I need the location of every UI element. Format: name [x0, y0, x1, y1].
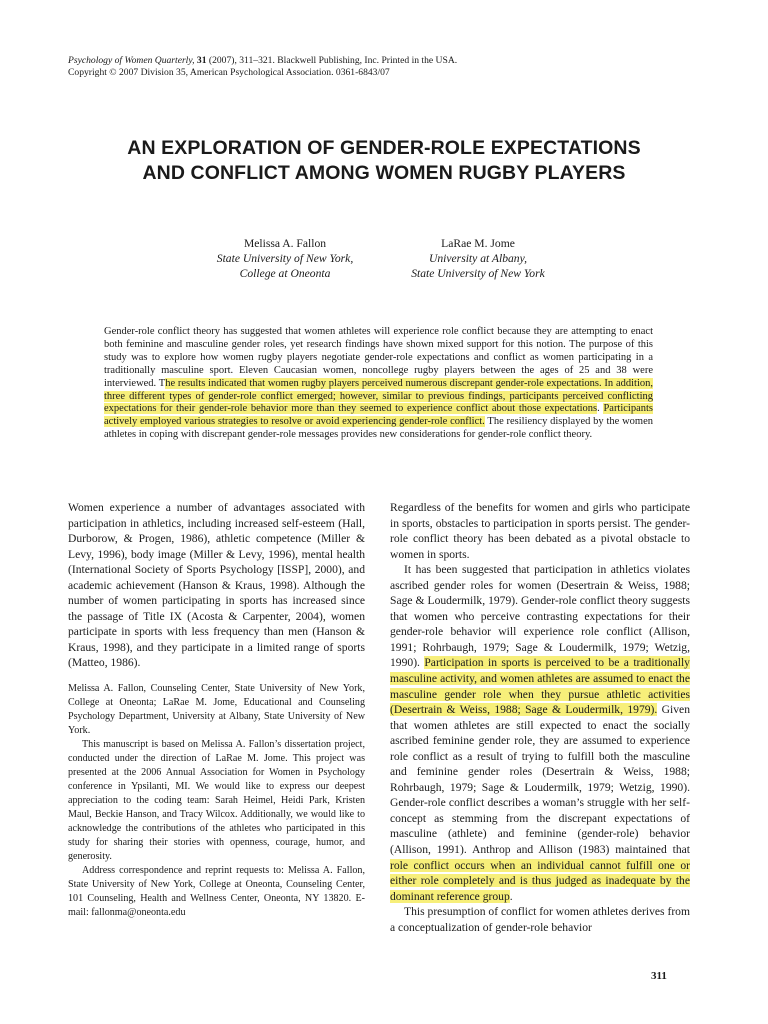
author-affiliation: State University of New York, — [216, 252, 354, 265]
body-text: It has been suggested that participation in athletics violates ascribed gender roles for women (Desertrain & Weiss, 1988; Sage & Loudermilk, 1979). Gender-role conflict theory suggests that women who perceive contrasting expectations for their gender-role behavior will experience role conflict (Allison, 1991; Rohrbaugh, 1979; Sage & Loudermilk, 1979; Wetzig, 1990). — [390, 563, 690, 670]
left-column — [68, 500, 365, 671]
author-name: Melissa A. Fallon — [243, 237, 327, 250]
body-text: . — [509, 889, 513, 903]
abstract — [104, 326, 653, 442]
abstract-highlight: he results indicated that women rugby players perceived numerous discrepant gender-role expectations. In addition, three different types of gender-role conflict emerged; however, similar to previous findings, participants perceived conflicting expectations for their gender-role behavior more than they seemed to experience conflict about those expectations — [104, 377, 653, 415]
author-affiliation: University at Albany, — [429, 252, 527, 265]
article-title — [60, 136, 708, 186]
title-line-2: AND CONFLICT AMONG WOMEN RUGBY PLAYERS — [142, 162, 626, 184]
abstract-highlight: Participants actively employed various strategies to resolve or avoid experiencing gender-role conflict. — [104, 403, 654, 428]
footnote-correspondence: Address correspondence and reprint requests to: Melissa A. Fallon, State University of New York, College at Oneonta, Counseling Center, 101 Counseling, Health and Wellness Center, Oneonta, NY 13820. E-mail: fallonma@oneonta.edu — [68, 865, 365, 918]
abstract-text: Gender-role conflict theory has suggested that women athletes will experience role conflict because they are attempting to enact both feminine and masculine gender roles, yet research findings have shown mixed support for this notion. The purpose of this study was to explore how women rugby players negotiate gender-role expectations and conflict as women participating in a traditionally masculine sport. Eleven Caucasian women, noncollege rugby players between the ages of 25 and 38 were interviewed. T — [104, 326, 653, 389]
title-line-1: AN EXPLORATION OF GENDER-ROLE EXPECTATIONS — [127, 137, 641, 159]
body-paragraph: Regardless of the benefits for women and girls who participate in sports, obstacles to participation in sports persist. The gender-role conflict theory has been debated as a pivotal obstacle to women in sports. — [390, 501, 690, 561]
body-paragraph — [390, 562, 690, 904]
author-footnote — [68, 682, 365, 920]
author-name: LaRae M. Jome — [441, 237, 515, 250]
journal-copyright: Copyright © 2007 Division 35, American Psychological Association. 0361-6843/07 — [68, 67, 390, 78]
right-column — [390, 500, 690, 935]
body-paragraph: Women experience a number of advantages associated with participation in athletics, including increased self-esteem (Hall, Durborow, & Progen, 1986), athletic competence (Miller & Levy, 1996), body image (Miller & Levy, 1996), mental health (International Society of Sports Psychology [ISSP], 2000), and academic achievement (Hanson & Kraus, 1998). Although the number of women participating in sports has increased since the passage of Title IX (Acosta & Carpenter, 2004), women participate in sports with less frequency than men (Hanson & Kraus, 1998), and they participate in a limited range of sports (Matteo, 1986). — [68, 501, 365, 670]
author-affiliation: State University of New York — [411, 267, 545, 280]
abstract-text: . — [597, 403, 604, 415]
journal-citation — [68, 55, 708, 79]
footnote-affiliations: Melissa A. Fallon, Counseling Center, State University of New York, College at Oneonta; LaRae M. Jome, Educational and Counseling Psychology Department, University at Albany, State University of New York. — [68, 683, 365, 736]
body-highlight: role conflict occurs when an individual cannot fulfill one or either role completely and is thus judged as inadequate by the dominant reference group — [390, 858, 690, 903]
journal-volume: 31 — [196, 55, 207, 66]
body-highlight: Participation in sports is perceived to be a traditionally masculine activity, and women athletes are assumed to enact the masculine gender role when they pursue athletic activities (Desertrain & Weiss, 1988; Sage & Loudermilk, 1979). — [390, 656, 690, 717]
footnote-acknowledgment: This manuscript is based on Melissa A. Fallon’s dissertation project, conducted under the direction of LaRae M. Jome. This project was presented at the 2006 Annual Association for Women in Psychology conference in Ypsilanti, MI. We would like to express our deepest appreciation to the coding team: Sarah Heimel, Heidi Park, Kristen Maul, Beckie Hanson, and Tracy Wilcox. Additionally, we would like to acknowledge the contributions of the athletes who participated in this study for sharing their stories with openness, courage, humor, and generosity. — [68, 739, 365, 862]
page-number: 311 — [651, 970, 667, 982]
author-affiliation: College at Oneonta — [239, 267, 331, 280]
author-block-2 — [348, 236, 608, 281]
abstract-text: The resiliency displayed by the women athletes in coping with discrepant gender-role messages provides new considerations for gender-role conflict theory. — [104, 416, 653, 441]
journal-name: Psychology of Women Quarterly, — [68, 55, 195, 66]
journal-issue-info: (2007), 311–321. Blackwell Publishing, Inc. Printed in the USA. — [206, 55, 458, 66]
body-text: Given that women athletes are still expected to enact the socially ascribed feminine gender role, they are assumed to experience role conflict as a result of trying to fulfill both the masculine and feminine gender roles (Desertrain & Weiss, 1988; Rohrbaugh, 1979; Sage & Loudermilk, 1979; Wetzig, 1990). Gender-role conflict describes a woman’s struggle with her self-concept as stemming from the discrepant expectations of masculine (athlete) and feminine (gender-role) behavior (Allison, 1991). Anthrop and Allison (1983) maintained that — [390, 703, 691, 857]
body-paragraph: This presumption of conflict for women athletes derives from a conceptualization of gender-role behavior — [390, 905, 690, 934]
